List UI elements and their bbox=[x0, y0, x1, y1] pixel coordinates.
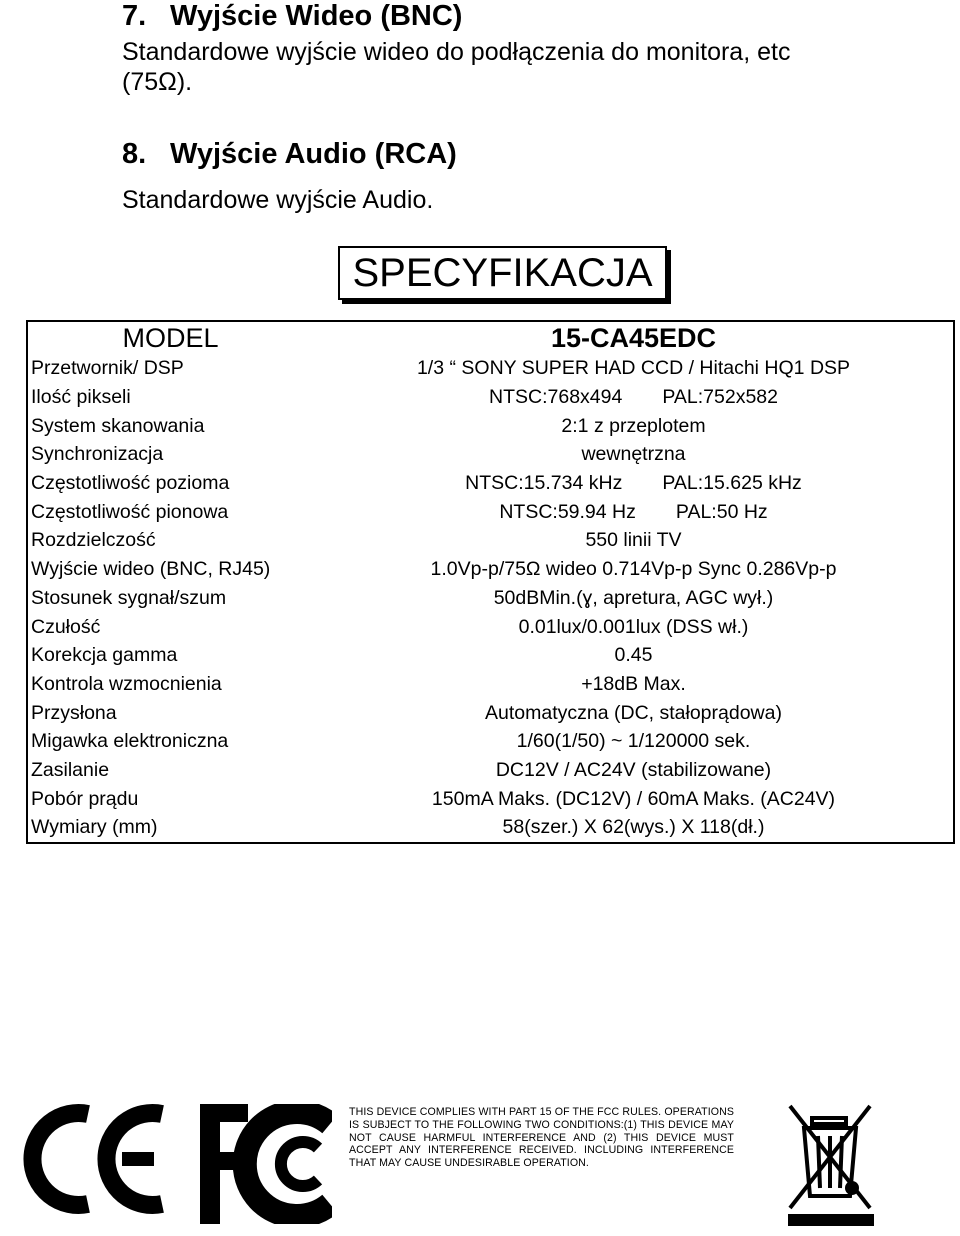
table-row bbox=[27, 526, 954, 555]
spec-value-cell bbox=[314, 756, 954, 785]
spec-label: Korekcja gamma bbox=[31, 644, 178, 667]
section-number: 8. bbox=[122, 138, 147, 170]
table-row bbox=[27, 497, 954, 526]
section-7-heading bbox=[122, 0, 462, 33]
table-row bbox=[27, 354, 954, 383]
spec-value-cell bbox=[314, 383, 954, 412]
spec-value: Automatyczna (DC, stałoprądowa) bbox=[485, 701, 782, 724]
spec-value-cell bbox=[314, 497, 954, 526]
table-row bbox=[27, 469, 954, 498]
section-7-text-cont: (75Ω). bbox=[122, 68, 193, 96]
table-row bbox=[27, 612, 954, 641]
spec-value: 1/60(1/50) ~ 1/120000 sek. bbox=[516, 730, 751, 753]
spec-value: 58(szer.) X 62(wys.) X 118(dł.) bbox=[502, 816, 765, 839]
spec-value: NTSC:59.94 Hz bbox=[499, 500, 636, 523]
fcc-notice: THIS DEVICE COMPLIES WITH PART 15 OF THE FCC RULES. OPERATIONS IS SUBJECT TO THE FOLLOWING TWO CONDITIONS:(1) THIS DEVICE MAY NOT CAUSE HARMFUL INTERFERENCE AND (2) THIS DEVICE MUST ACCEPT ANY INTERFERENCE RECEIVED. INCLUDING INTERFERENCE THAT MAY CAUSE UNDESIRABLE OPERATION. bbox=[349, 1106, 734, 1170]
fcc-logo-icon bbox=[200, 1104, 332, 1224]
spec-label: Stosunek sygnał/szum bbox=[31, 586, 227, 609]
table-row bbox=[27, 670, 954, 699]
spec-label: Synchronizacja bbox=[31, 443, 164, 466]
table-row bbox=[27, 698, 954, 727]
spec-value: NTSC:768x494 bbox=[489, 386, 623, 409]
section-number: 7. bbox=[122, 0, 147, 32]
spec-value-cell bbox=[314, 555, 954, 584]
spec-value-cell bbox=[314, 784, 954, 813]
spec-title: SPECYFIKACJA bbox=[338, 246, 667, 300]
table-row bbox=[27, 784, 954, 813]
table-row bbox=[27, 641, 954, 670]
spec-label: Czułość bbox=[31, 615, 101, 638]
spec-value: +18dB Max. bbox=[581, 672, 686, 695]
weee-crossed-bin-icon bbox=[786, 1100, 876, 1228]
spec-value-cell bbox=[314, 469, 954, 498]
spec-label: Zasilanie bbox=[31, 758, 110, 781]
spec-label: Pobór prądu bbox=[31, 787, 139, 810]
spec-value: 1/3 “ SONY SUPER HAD CCD / Hitachi HQ1 DSP bbox=[416, 357, 851, 380]
spec-value-cell bbox=[314, 670, 954, 699]
spec-label: Wyjście wideo (BNC, RJ45) bbox=[31, 558, 271, 581]
spec-value: 50dBMin.(ɣ, apretura, AGC wył.) bbox=[493, 586, 774, 609]
spec-value: 150mA Maks. (DC12V) / 60mA Maks. (AC24V) bbox=[431, 787, 836, 810]
spec-value-cell bbox=[314, 411, 954, 440]
table-row bbox=[27, 813, 954, 843]
spec-value-cell bbox=[314, 584, 954, 613]
spec-value-secondary: PAL:752x582 bbox=[662, 386, 778, 409]
ce-mark-icon bbox=[22, 1100, 170, 1218]
spec-value-secondary: PAL:50 Hz bbox=[675, 500, 768, 523]
spec-value-cell bbox=[314, 813, 954, 843]
spec-value-cell bbox=[314, 612, 954, 641]
spec-table bbox=[26, 320, 955, 844]
table-row bbox=[27, 383, 954, 412]
spec-label: Przysłona bbox=[31, 701, 117, 724]
spec-label: Wymiary (mm) bbox=[31, 816, 158, 839]
spec-value: 1.0Vp-p/75Ω wideo 0.714Vp-p Sync 0.286Vp-p bbox=[430, 558, 837, 581]
table-row bbox=[27, 555, 954, 584]
spec-value-cell bbox=[314, 526, 954, 555]
spec-value: DC12V / AC24V (stabilizowane) bbox=[495, 758, 772, 781]
spec-value: 0.45 bbox=[614, 644, 653, 667]
spec-label: Częstotliwość pionowa bbox=[31, 500, 229, 523]
table-row bbox=[27, 584, 954, 613]
spec-value-cell bbox=[314, 641, 954, 670]
spec-label: System skanowania bbox=[31, 414, 205, 437]
spec-label: Częstotliwość pozioma bbox=[31, 472, 230, 495]
spec-label: Kontrola wzmocnienia bbox=[31, 672, 222, 695]
model-value: 15-CA45EDC bbox=[550, 323, 717, 353]
section-title: Wyjście Audio (RCA) bbox=[170, 138, 457, 170]
model-label: MODEL bbox=[122, 323, 219, 353]
section-8-heading bbox=[122, 138, 457, 171]
section-title: Wyjście Wideo (BNC) bbox=[170, 0, 463, 32]
spec-value: 0.01lux/0.001lux (DSS wł.) bbox=[518, 615, 749, 638]
section-7-text: Standardowe wyjście wideo do podłączenia do monitora, etc bbox=[122, 38, 791, 66]
spec-value: 550 linii TV bbox=[585, 529, 682, 552]
spec-label: Rozdzielczość bbox=[31, 529, 156, 552]
spec-label: Przetwornik/ DSP bbox=[31, 357, 184, 380]
table-row bbox=[27, 727, 954, 756]
spec-value-cell bbox=[314, 698, 954, 727]
table-row bbox=[27, 411, 954, 440]
spec-value-secondary: PAL:15.625 kHz bbox=[662, 472, 802, 495]
spec-value-cell bbox=[314, 727, 954, 756]
spec-value: wewnętrzna bbox=[581, 443, 686, 466]
spec-value: NTSC:15.734 kHz bbox=[465, 472, 623, 495]
table-row bbox=[27, 756, 954, 785]
spec-value-cell bbox=[314, 354, 954, 383]
table-header-row bbox=[27, 321, 954, 354]
table-row bbox=[27, 440, 954, 469]
section-8-text: Standardowe wyjście Audio. bbox=[122, 186, 434, 214]
spec-value-cell bbox=[314, 440, 954, 469]
spec-label: Migawka elektroniczna bbox=[31, 730, 229, 753]
spec-label: Ilość pikseli bbox=[31, 386, 131, 409]
spec-value: 2:1 z przeplotem bbox=[561, 414, 706, 437]
